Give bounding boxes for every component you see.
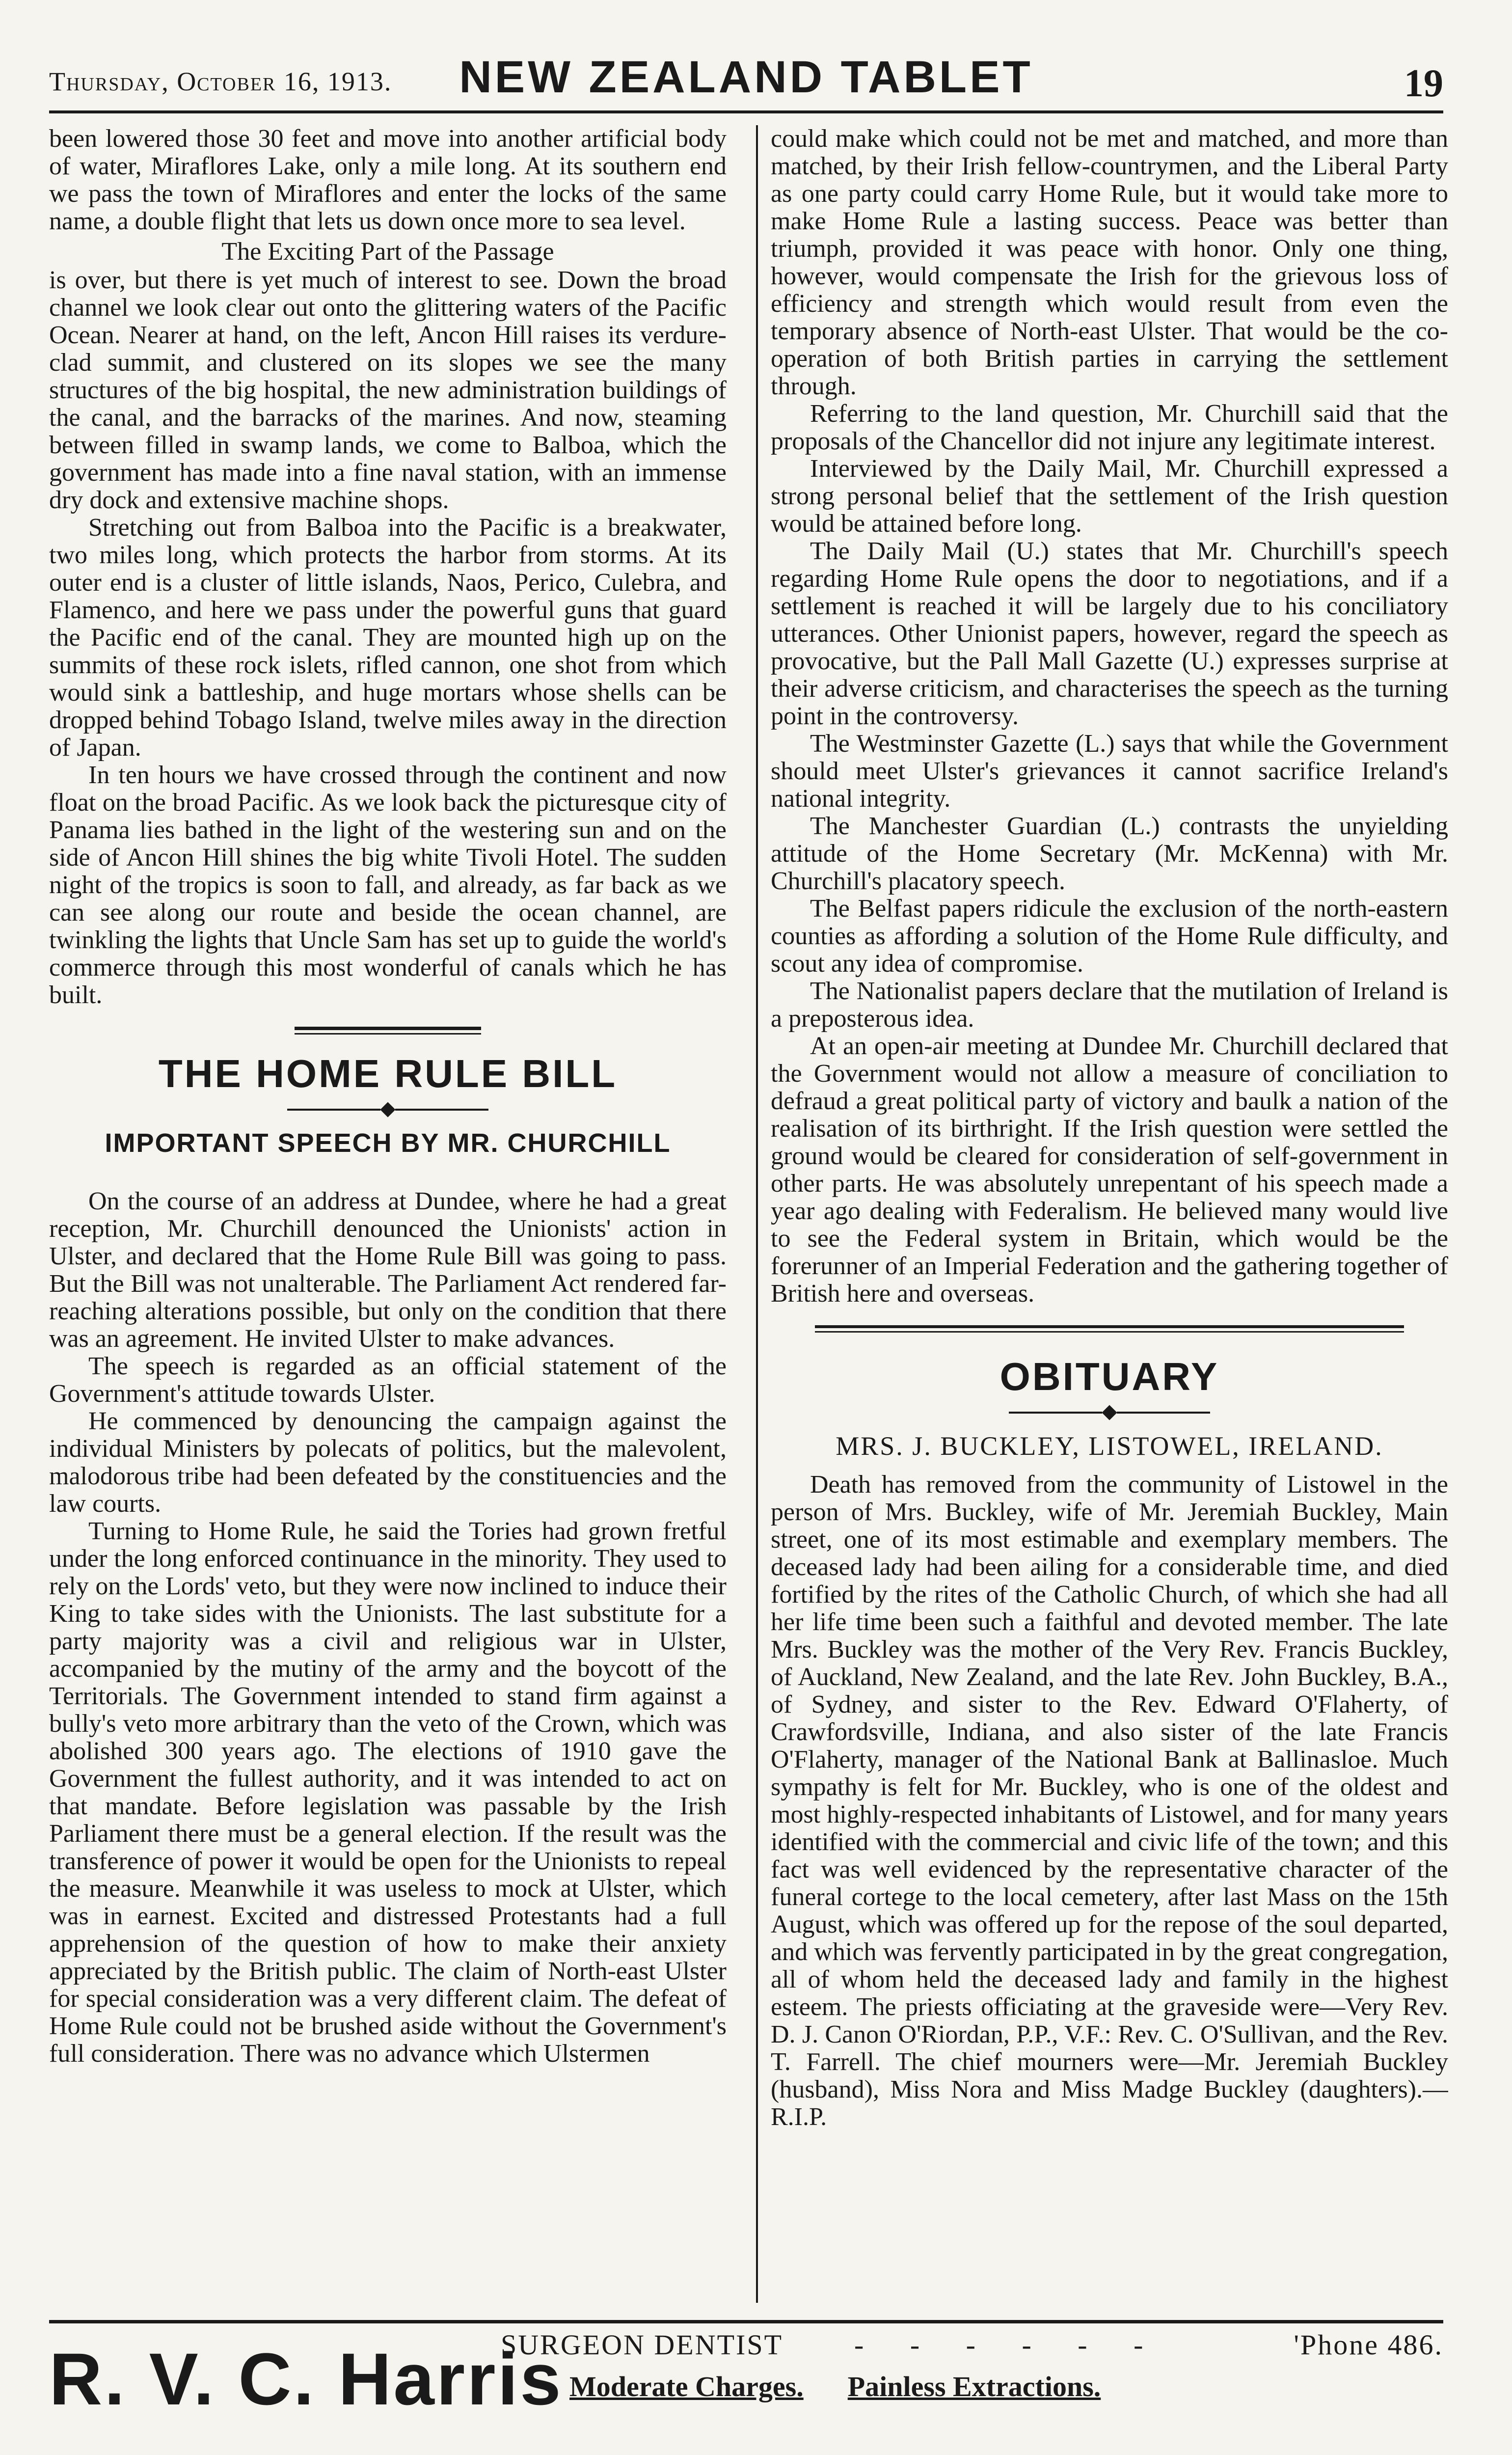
canal-paragraph: is over, but there is yet much of interest to see. Down the broad channel we look clear out onto the glittering waters of the Pacific Ocean. Nearer at hand, on the left, Ancon Hill raises its verdure-clad summit, and clustered on its slopes we see the many structures of the big hospital, the new administration buildings of the canal, and the barracks of the marines. And now, steaming between filled in swamp lands, we come to Balboa, which the government has made into a fine naval station, with an immense dry dock and extensive machine shops.	[49, 266, 727, 514]
tagline-extractions: Painless Extractions.	[847, 2371, 1101, 2402]
dentist-advertisement	[49, 2320, 1443, 2455]
canal-subhead: The Exciting Part of the Passage	[221, 238, 554, 266]
advertiser-phone: 'Phone 486.	[1294, 2329, 1443, 2361]
left-column	[49, 125, 727, 2303]
home-rule-paragraph: The Nationalist papers declare that the mutilation of Ireland is a preposterous idea.	[771, 977, 1448, 1033]
home-rule-paragraph: The Daily Mail (U.) states that Mr. Churchill's speech regarding Home Rule opens the door to negotiations, and if a settlement is reached it will be largely due to his conciliatory utterances. Other Unionist papers, however, regard the speech as provocative, but the Pall Mall Gazette (U.) expresses surprise at their adverse criticism, and characterises the speech as the turning point in the controversy.	[771, 537, 1448, 730]
section-divider	[815, 1325, 1404, 1333]
column-divider	[756, 125, 758, 2303]
home-rule-paragraph: At an open-air meeting at Dundee Mr. Churchill declared that the Government would not allow a measure of conciliation to defraud a great political party of victory and baulk a nation of the realisation of its birthright. If the Irish question were settled the ground would be cleared for consideration of self-government in other parts. He was absolutely unrepentant of his speech made a year ago dealing with Federalism. He believed many would live to see the Federal system in Britain, which would be the forerunner of an Imperial Federation and the gathering together of British here and overseas.	[771, 1032, 1448, 1308]
home-rule-paragraph: Turning to Home Rule, he said the Tories had grown fretful under the long enforced continuance in the minority. They used to rely on the Lords' veto, but they were now inclined to induce their King to take sides with the Unionists. The last substitute for a party majority was a civil and religious war in Ulster, accompanied by the mutiny of the army and the boycott of the Territorials. The Government intended to stand firm against a bully's veto more arbitrary than the veto of the Crown, which was abolished 300 years ago. The elections of 1910 gave the Government the fullest authority, and it was intended to act on that mandate. Before legislation was passable by the Irish Parliament there must be a general election. If the result was the transference of power it would be open for the Unionists to repeal the measure. Meanwhile it was useless to mock at Ulster, which was in earnest. Excited and distressed Protestants had a full apprehension of the question of how to make their anxiety appreciated by the British public. The claim of North-east Ulster for special consideration was a very different claim. The defeat of Home Rule could not be brushed aside without the Government's full consideration. There was no advance which Ulstermen	[49, 1517, 727, 2068]
home-rule-headline: THE HOME RULE BILL	[158, 1052, 618, 1095]
home-rule-paragraph: The Westminster Gazette (L.) says that while the Government should meet Ulster's grievances it cannot sacrifice Ireland's national integrity.	[771, 730, 1448, 813]
canal-paragraph: In ten hours we have crossed through the continent and now float on the broad Pacific. As we look back the picturesque city of Panama lies bathed in the light of the westering sun and on the side of Ancon Hill shines the big white Tivoli Hotel. The sudden night of the tropics is soon to fall, and already, as far back as we can see along our route and beside the ocean channel, are twinkling the lights that Uncle Sam has set up to guide the world's commerce through this most wonderful of canals which he has built.	[49, 761, 727, 1009]
obituary-headline: OBITUARY	[999, 1355, 1219, 1398]
home-rule-paragraph: Referring to the land question, Mr. Churchill said that the proposals of the Chancellor did not injure any legitimate interest.	[771, 400, 1448, 455]
home-rule-paragraph: On the course of an address at Dundee, where he had a great reception, Mr. Churchill denounced the Unionists' action in Ulster, and declared that the Home Rule Bill was going to pass. But the Bill was not unalterable. The Parliament Act rendered far-reaching alterations possible, but only on the condition that there was an agreement. He invited Ulster to make advances.	[49, 1187, 727, 1353]
home-rule-deck: IMPORTANT SPEECH BY MR. CHURCHILL	[105, 1128, 671, 1158]
obituary-body: Death has removed from the community of Listowel in the person of Mrs. Buckley, wife of Mr. Jeremiah Buckley, Main street, one of its most estimable and exemplary members. The deceased lady had been ailing for a considerable time, and died fortified by the rites of the Catholic Church, of which she had all her life time been such a faithful and devoted member. The late Mrs. Buckley was the mother of the Very Rev. Francis Buckley, of Auckland, New Zealand, and the late Rev. John Buckley, B.A., of Sydney, and sister to the Rev. Edward O'Flaherty, of Crawfordsville, Indiana, and also sister of the late Francis O'Flaherty, manager of the National Bank at Ballinasloe. Much sympathy is felt for Mr. Buckley, who is one of the oldest and most highly-respected inhabitants of Listowel, and for many years identified with the commercial and civic life of the town; and this fact was well evidenced by the representative character of the funeral cortege to the local cemetery, after last Mass on the 15th August, which was offered up for the repose of the soul departed, and which was fervently participated in by the great congregation, all of whom held the deceased lady and family in the highest esteem. The priests officiating at the graveside were—Very Rev. D. J. Canon O'Riordan, P.P., V.F.: Rev. C. O'Sullivan, and the Rev. T. Farrell. The chief mourners were—Mr. Jeremiah Buckley (husband), Miss Nora and Miss Madge Buckley (daughters).—R.I.P.	[771, 1471, 1448, 2131]
tagline-charges: Moderate Charges.	[569, 2371, 804, 2402]
ornament-divider	[49, 1104, 727, 1115]
right-column	[771, 125, 1448, 2303]
home-rule-continuation: could make which could not be met and matched, and more than matched, by their Irish fellow-countrymen, and the Liberal Party as one party could carry Home Rule, but it would take more to make Home Rule a lasting success. Peace was better than triumph, provided it was peace with honor. Only one thing, however, would compensate the Irish for the grievous loss of efficiency and strength which would result from even the temporary absence of North-east Ulster. That would be the co-operation of both British parties in carrying the settlement through.	[771, 125, 1448, 400]
canal-intro-paragraph: been lowered those 30 feet and move into another artificial body of water, Miraflores Lake, only a mile long. At its southern end we pass the town of Miraflores and enter the locks of the same name, a double flight that lets us down once more to sea level.	[49, 125, 727, 235]
advertiser-profession: SURGEON DENTIST	[501, 2329, 783, 2361]
ornament-divider	[771, 1407, 1448, 1418]
obituary-subheading: MRS. J. BUCKLEY, LISTOWEL, IRELAND.	[836, 1431, 1383, 1461]
issue-date: Thursday, October 16, 1913.	[49, 67, 392, 96]
home-rule-paragraph: The Manchester Guardian (L.) contrasts the unyielding attitude of the Home Secretary (Mr. McKenna) with Mr. Churchill's placatory speech.	[771, 812, 1448, 895]
page-header	[49, 52, 1443, 113]
leader-dots: - - - - - -	[854, 2329, 1163, 2361]
home-rule-paragraph: The Belfast papers ridicule the exclusion of the north-eastern counties as affording a solution of the Home Rule difficulty, and scout any idea of compromise.	[771, 895, 1448, 978]
section-divider	[295, 1027, 481, 1035]
masthead-title: NEW ZEALAND TABLET	[459, 52, 1033, 102]
advertiser-name: R. V. C. Harris	[49, 2338, 563, 2420]
advertiser-taglines	[569, 2370, 1101, 2403]
diamond-icon	[380, 1102, 395, 1117]
home-rule-paragraph: Interviewed by the Daily Mail, Mr. Churchill expressed a strong personal belief that the settlement of the Irish question would be attained before long.	[771, 455, 1448, 538]
home-rule-paragraph: The speech is regarded as an official statement of the Government's attitude towards Ulster.	[49, 1352, 727, 1408]
home-rule-paragraph: He commenced by denouncing the campaign against the individual Ministers by polecats of politics, but the malevolent, malodorous tribe had been defeated by the constituencies and the law courts.	[49, 1407, 727, 1518]
page-number: 19	[1404, 62, 1443, 105]
diamond-icon	[1102, 1405, 1117, 1420]
canal-paragraph: Stretching out from Balboa into the Pacific is a breakwater, two miles long, which protects the harbor from storms. At its outer end is a cluster of little islands, Naos, Perico, Culebra, and Flamenco, and here we pass under the powerful guns that guard the Pacific end of the canal. They are mounted high up on the summits of these rock islets, rifled cannon, one shot from which would sink a battleship, and huge mortars whose shells can be dropped behind Tobago Island, twelve miles away in the direction of Japan.	[49, 514, 727, 762]
